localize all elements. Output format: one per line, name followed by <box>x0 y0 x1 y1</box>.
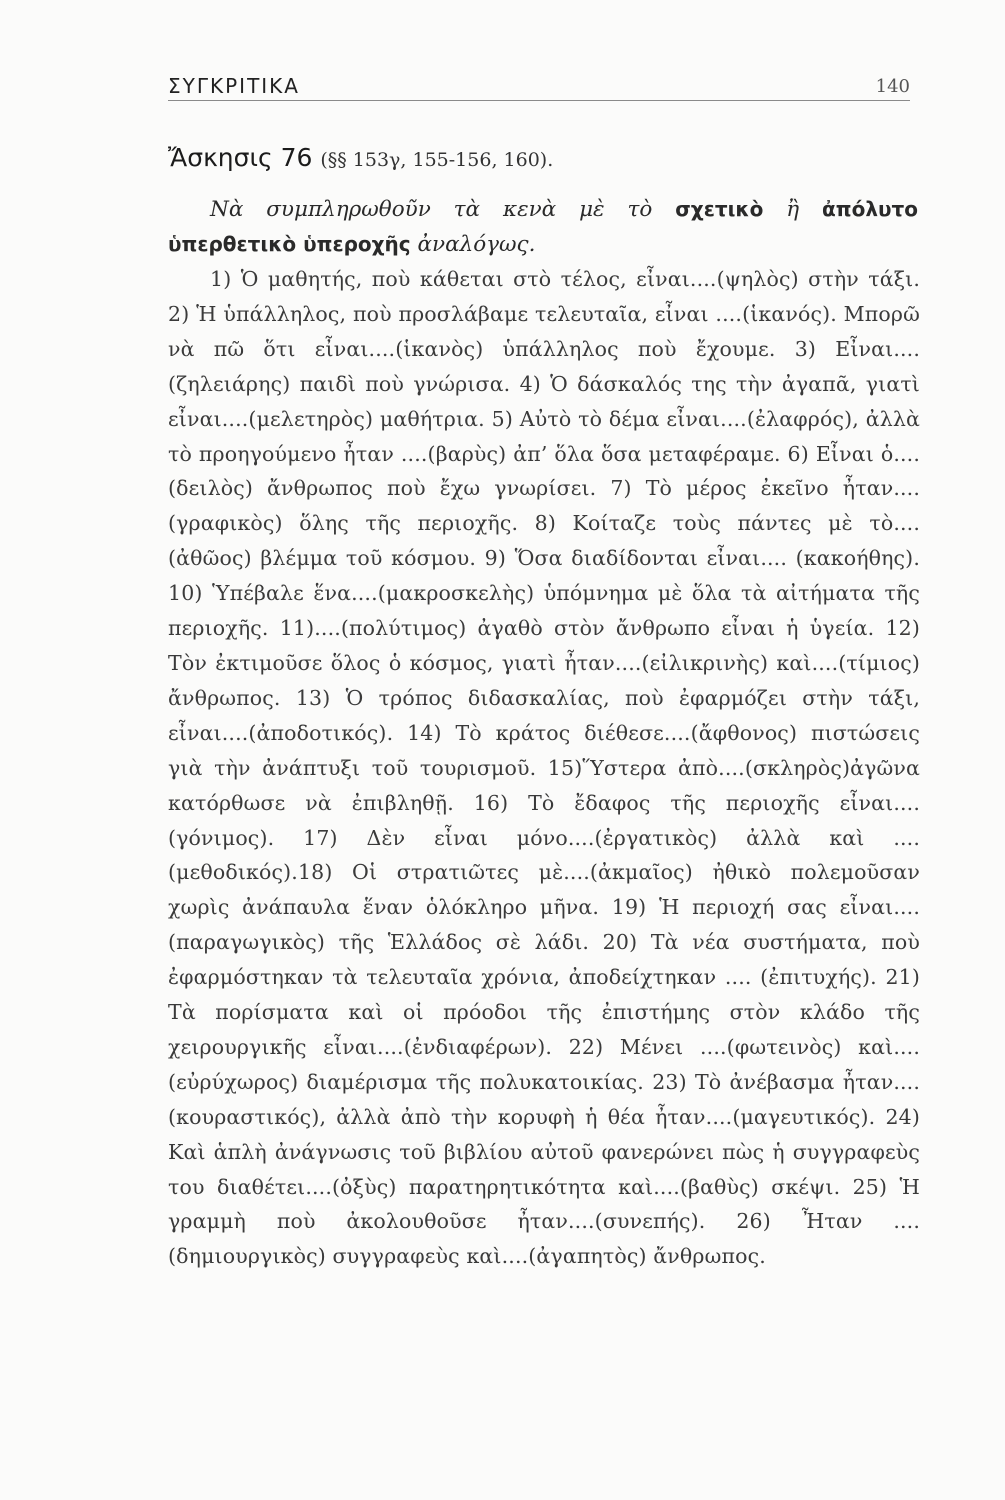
exercise-body-text: 1) Ὁ μαθητής, ποὺ κάθεται στὸ τέλος, εἶναι....(ψηλὸς) στὴν τάξι. 2) Ἡ ὑπάλληλος, ποὺ προσλάβαμε τελευταῖα, εἶναι ....(ἱκανός). Μπορῶ νὰ πῶ ὅτι εἶναι....(ἱκανὸς) ὑπάλληλος ποὺ ἔχουμε. 3) Εἶναι....(ζηλειάρης) παιδὶ ποὺ γνώρισα. 4) Ὁ δάσκαλός της τὴν ἀγαπᾶ, γιατὶ εἶναι....(μελετηρὸς) μαθήτρια. 5) Αὐτὸ τὸ δέμα εἶναι....(ἐλαφρός), ἀλλὰ τὸ προηγούμενο ἦταν ....(βαρὺς) ἀπ’ ὅλα ὅσα μεταφέραμε. 6) Εἶναι ὁ....(δειλὸς) ἄνθρωπος ποὺ ἔχω γνωρίσει. 7) Τὸ μέρος ἐκεῖνο ἦταν....(γραφικὸς) ὅλης τῆς περιοχῆς. 8) Κοίταζε τοὺς πάντες μὲ τὸ.... (ἀθῶος) βλέμμα τοῦ κόσμου. 9) Ὅσα διαδίδονται εἶναι.... (κακοήθης). 10) Ὑπέβαλε ἕνα....(μακροσκελὴς) ὑπόμνημα μὲ ὅλα τὰ αἰτήματα τῆς περιοχῆς. 11)....(πολύτιμος) ἀγαθὸ στὸν ἄνθρωπο εἶναι ἡ ὑγεία. 12) Τὸν ἐκτιμοῦσε ὅλος ὁ κόσμος, γιατὶ ἦταν....(εἰλικρινὴς) καὶ....(τίμιος) ἄνθρωπος. 13) Ὁ τρόπος διδασκαλίας, ποὺ ἐφαρμόζει στὴν τάξι, εἶναι....(ἀποδοτικός). 14) Τὸ κράτος διέθεσε....(ἄφθονος) πιστώσεις γιὰ τὴν ἀνάπτυξι τοῦ τουρισμοῦ. 15)Ὕστερα ἀπὸ....(σκληρὸς)ἀγῶνα κατόρθωσε νὰ ἐπιβληθῇ. 16) Τὸ ἔδαφος τῆς περιοχῆς εἶναι....(γόνιμος). 17) Δὲν εἶναι μόνο....(ἐργατικὸς) ἀλλὰ καὶ .... (μεθοδικός).18) Οἱ στρατιῶτες μὲ....(ἀκμαῖος) ἠθικὸ πολεμοῦσαν χωρὶς ἀνάπαυλα ἕναν ὁλόκληρο μῆνα. 19) Ἡ περιοχή σας εἶναι.... (παραγωγικὸς) τῆς Ἑλλάδος σὲ λάδι. 20) Τὰ νέα συστήματα, ποὺ ἐφαρμόστηκαν τὰ τελευταῖα χρόνια, ἀποδείχτηκαν .... (ἐπιτυχής). 21) Τὰ πορίσματα καὶ οἱ πρόοδοι τῆς ἐπιστήμης στὸν κλάδο τῆς χειρουργικῆς εἶναι....(ἐνδιαφέρων). 22) Μένει ....(φωτεινὸς) καὶ....(εὐρύχωρος) διαμέρισμα τῆς πολυκατοικίας. 23) Τὸ ἀνέβασμα ἦταν....(κουραστικός), ἀλλὰ ἀπὸ τὴν κορυφὴ ἡ θέα ἦταν....(μαγευτικός). 24) Καὶ ἁπλὴ ἀνάγνωσις τοῦ βιβλίου αὐτοῦ φανερώνει πὼς ἡ συγγραφεὺς του διαθέτει....(ὀξὺς) παρατηρητικότητα καὶ....(βαθὺς) σκέψι. 25) Ἡ γραμμὴ ποὺ ἀκολουθοῦσε ἦταν....(συνεπής). 26) Ἦταν ....(δημιουργικὸς) συγγραφεὺς καὶ....(ἀγαπητὸς) ἄνθρωπος. <box>168 267 920 1269</box>
instruction-text-end: ἀναλόγως. <box>417 232 536 257</box>
exercise-instruction <box>168 192 918 262</box>
exercise-title: Ἄσκησις 76 <box>168 143 313 172</box>
section-title: ΣΥΓΚΡΙΤΙΚΑ <box>168 74 300 98</box>
running-header <box>168 70 910 101</box>
page-number: 140 <box>875 76 910 97</box>
exercise-heading <box>168 143 553 172</box>
instruction-text-or: ἢ <box>786 197 800 222</box>
instruction-text: Νὰ συμπληρωθοῦν τὰ κενὰ μὲ τὸ <box>210 197 653 222</box>
exercise-references: (§§ 153γ, 155-156, 160). <box>320 149 554 171</box>
instruction-bold-absolute: ἀπόλυτο ὑπερθετικὸ ὑπεροχῆς <box>168 197 918 256</box>
instruction-bold-relative: σχετικὸ <box>675 197 764 221</box>
